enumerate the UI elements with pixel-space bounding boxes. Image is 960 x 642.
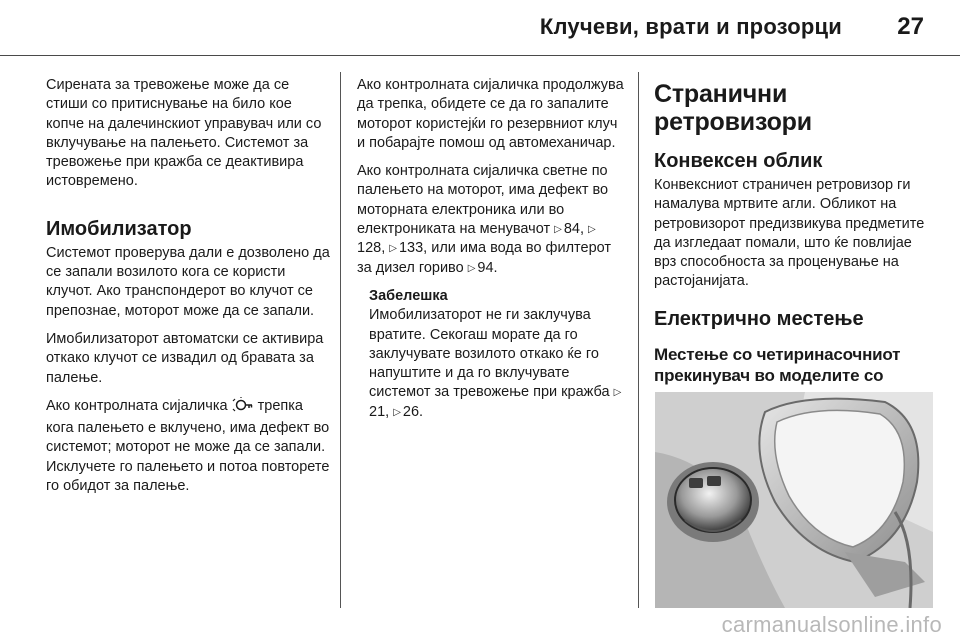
mirror-switch-illustration: [655, 392, 933, 608]
page-ref-arrow-icon: ▷: [554, 224, 562, 236]
paragraph-alarm-silence: Сирената за тревожење може да се стиши со притиснување на било кое копче на далечинскиот управувач или со вклучување на палењето. Системот за тревожење при кражба се деактивира истовремено.: [46, 77, 322, 190]
ref-128[interactable]: 128,: [357, 240, 386, 257]
page-ref-arrow-icon: ▷: [389, 243, 397, 255]
electronics-text-b: или има вода во филтерот за дизел гориво: [357, 240, 612, 276]
warning-text-a: Ако контролната сијаличка: [46, 397, 228, 414]
paragraph-warning-light: [46, 397, 332, 496]
column-middle: [357, 76, 625, 422]
heading-convex-shape: Конвексен облик: [654, 150, 823, 172]
heading-immobilizer: Имобилизатор: [46, 217, 192, 240]
ref-26[interactable]: 26.: [402, 403, 424, 420]
ref-21[interactable]: 21,: [369, 403, 390, 420]
electronics-text-a: Ако контролната сијаличка светне по палењето на моторот, има дефект во моторната електроника или во електрониката на менувачот: [357, 163, 609, 238]
heading-four-way-switch: Местење со четиринасочниот прекинувач во моделите со: [654, 344, 901, 385]
paragraph-convex-mirror: Конвексниот страничен ретровизор ги намалува мртвите агли. Обликот на ретровизорот предизвикува предметите да изгледаат помали, што ќе повлијае врз способноста за проценување на растојанијата.: [654, 177, 925, 290]
ref-94[interactable]: 94.: [477, 259, 498, 276]
note-text: Имобилизаторот не ги заклучува вратите. Секогаш морате да го заклучувате возилото откако ќе го напуштите и да го вклучувате системот за тревожење при кражба: [369, 307, 610, 401]
page-ref-arrow-icon: ▷: [613, 387, 622, 399]
page-ref-arrow-icon: ▷: [588, 224, 596, 236]
watermark: carmanualsonline.info: [721, 612, 942, 637]
page-header-title: Клучеви, врати и прозорци: [539, 14, 842, 39]
ref-84[interactable]: 84,: [563, 221, 584, 238]
immobilizer-light-icon: [232, 397, 254, 419]
column-left: [46, 76, 332, 505]
paragraph-immobilizer-auto: Имобилизаторот автоматски се активира откако клучот се извадил од бравата за палење.: [46, 330, 324, 386]
page-ref-arrow-icon: ▷: [467, 262, 476, 274]
paragraph-persistent-flash: Ако контролната сијаличка продолжува да трепка, обидете се да го запалите моторот користејќи го резервниот клуч и побарајте помош од автомеханичар.: [357, 77, 624, 151]
paragraph-engine-electronics: [357, 162, 625, 278]
header-divider: [0, 55, 960, 56]
heading-side-mirrors: Странични ретровизори: [654, 80, 812, 136]
column-divider-1: [340, 72, 341, 608]
paragraph-immobilizer-check: Системот проверува дали е дозволено да се запали возилото кога се користи клучот. Ако транспондерот во клучот се препознае, моторот може да се запали.: [46, 244, 330, 319]
note-title: Забелешка: [369, 287, 448, 304]
column-divider-2: [638, 72, 639, 608]
note-block: [369, 287, 625, 422]
page-number: 27: [897, 13, 924, 40]
ref-133[interactable]: 133,: [398, 240, 428, 257]
page-ref-arrow-icon: ▷: [393, 406, 401, 418]
column-right: [654, 80, 930, 407]
heading-electric-adjustment: Електрично местење: [654, 307, 864, 330]
warning-text-b: трепка кога палењето е вклучено, има дефект во системот; моторот не може да се запали. Исклучете го палењето и потоа повторете го обидот за палење.: [46, 397, 330, 495]
